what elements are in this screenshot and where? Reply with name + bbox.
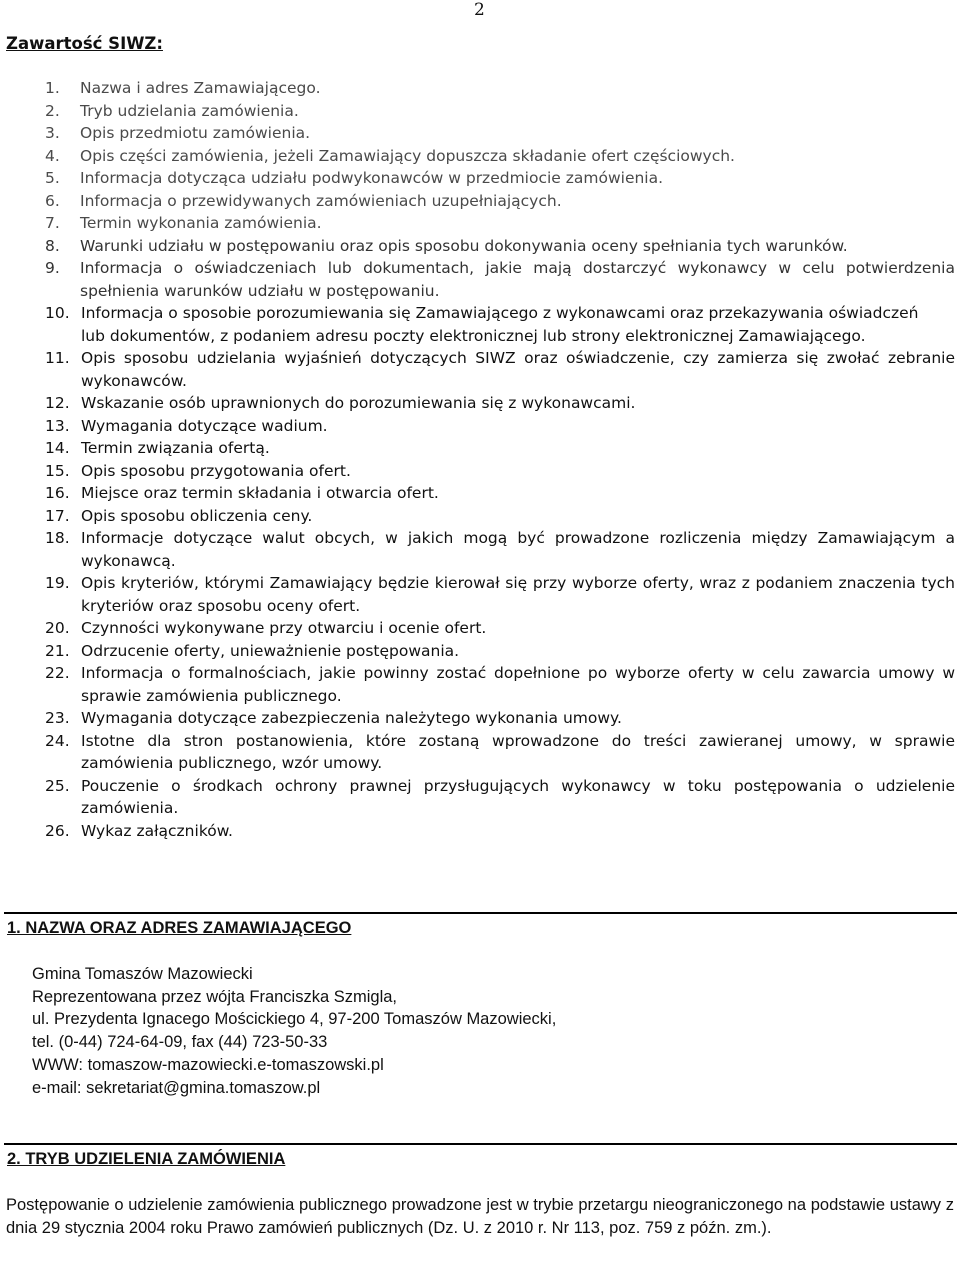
toc-item — [45, 347, 955, 392]
toc-item-text: Czynności wykonywane przy otwarciu i ocenie ofert. — [81, 619, 487, 637]
toc-item-text: Pouczenie o środkach ochrony prawnej przysługujących wykonawcy w toku postępowania o udzielenie zamówienia. — [81, 776, 955, 817]
toc-item-number: 22. — [45, 664, 70, 682]
toc-item-text: Informacja o przewidywanych zamówieniach uzupełniających. — [80, 191, 562, 210]
contact-line: Reprezentowana przez wójta Franciszka Szmigla, — [32, 987, 397, 1006]
toc-item-number: 23. — [45, 709, 70, 727]
toc-item — [45, 662, 955, 707]
toc-item — [45, 482, 955, 505]
toc-item — [45, 77, 955, 100]
toc-item-number: 6. — [45, 191, 60, 210]
contact-line: tel. (0-44) 724-64-09, fax (44) 723-50-33 — [32, 1033, 328, 1052]
toc-item-number: 17. — [45, 506, 70, 525]
toc-item-number: 26. — [45, 821, 70, 840]
toc-item-number: 11. — [45, 349, 70, 367]
contact-line: e-mail: sekretariat@gmina.tomaszow.pl — [32, 1078, 321, 1097]
toc-item — [45, 505, 955, 528]
toc-item-number: 12. — [45, 394, 70, 412]
toc-item-number: 18. — [45, 529, 70, 547]
toc-item-number: 21. — [45, 641, 70, 660]
toc-item — [45, 415, 955, 438]
toc-item — [45, 572, 955, 617]
contact-line: ul. Prezydenta Ignacego Mościckiego 4, 97-200 Tomaszów Mazowiecki, — [32, 1010, 557, 1029]
toc-item-number: 19. — [45, 574, 70, 592]
toc-item-number: 15. — [45, 461, 70, 480]
toc-item — [45, 617, 955, 640]
toc-item — [45, 212, 955, 235]
toc-item — [45, 325, 955, 348]
toc-item — [45, 437, 955, 460]
toc-item — [45, 235, 955, 258]
contact-line: WWW: tomaszow-mazowiecki.e-tomaszowski.pl — [32, 1055, 384, 1074]
section-2-heading: 2. TRYB UDZIELENIA ZAMÓWIENIA — [4, 1143, 957, 1174]
toc-item-number: 9. — [45, 259, 60, 277]
contact-line: Gmina Tomaszów Mazowiecki — [32, 965, 253, 983]
toc-item-text: Tryb udzielania zamówienia. — [80, 101, 299, 120]
toc-item-text: Wykaz załączników. — [81, 821, 233, 840]
page-number: 2 — [474, 0, 485, 20]
toc-item-text: Wskazanie osób uprawnionych do porozumiewania się z wykonawcami. — [81, 394, 636, 412]
toc-item-number: 24. — [45, 731, 70, 750]
toc-item-text: Opis sposobu obliczenia ceny. — [81, 506, 313, 525]
toc-item-text: Warunki udziału w postępowaniu oraz opis sposobu dokonywania oceny spełniania tych warunków. — [80, 236, 848, 255]
toc-title: Zawartość SIWZ: — [6, 34, 163, 53]
toc-item-text: Odrzucenie oferty, unieważnienie postępowania. — [81, 641, 460, 660]
toc-item-number — [45, 325, 81, 348]
toc-item — [45, 527, 955, 572]
toc-item — [45, 460, 955, 483]
toc-item-text: Opis sposobu udzielania wyjaśnień dotyczących SIWZ oraz oświadczenie, czy zamierza się zwołać zebranie wykonawców. — [81, 349, 955, 390]
toc-item — [45, 302, 955, 325]
toc-item-number: 16. — [45, 484, 70, 502]
section-2-paragraph: Postępowanie o udzielenie zamówienia publicznego prowadzone jest w trybie przetargu nieograniczonego na podstawie ustawy z dnia 29 stycznia 2004 roku Prawo zamówień publicznych (Dz. U. z 2010 r. Nr 113, poz. 759 z późn. zm.). — [6, 1196, 954, 1237]
toc-item — [45, 730, 955, 775]
toc-item-text: Informacja o oświadczeniach lub dokumentach, jakie mają dostarczyć wykonawcy w celu potwierdzenia spełnienia warunków udziału w postępowaniu. — [80, 259, 955, 300]
toc-item — [45, 257, 955, 302]
toc-item-text: Termin wykonania zamówienia. — [80, 214, 322, 232]
toc-item — [45, 167, 955, 190]
toc-item-text: Termin związania ofertą. — [81, 439, 270, 457]
contact-block — [32, 963, 556, 1099]
toc-item-text: Opis przedmiotu zamówienia. — [80, 124, 311, 142]
toc-item-text: Informacja dotycząca udziału podwykonawców w przedmiocie zamówienia. — [80, 169, 664, 187]
toc-item-text: Opis kryteriów, którymi Zamawiający będzie kierował się przy wyborze oferty, wraz z podaniem znaczenia tych kryteriów oraz sposobu oceny ofert. — [81, 574, 955, 615]
toc-item-number: 7. — [45, 214, 60, 232]
toc-item-text: Nazwa i adres Zamawiającego. — [80, 79, 321, 97]
toc-item-number: 13. — [45, 416, 70, 435]
toc-item-text: Opis części zamówienia, jeżeli Zamawiający dopuszcza składanie ofert częściowych. — [80, 146, 735, 165]
toc-item — [45, 707, 955, 730]
toc-item-text: Opis sposobu przygotowania ofert. — [81, 461, 351, 480]
toc-item-text: Informacje dotyczące walut obcych, w jakich mogą być prowadzone rozliczenia między Zamawiającym a wykonawcą. — [81, 529, 955, 570]
toc-item — [45, 820, 955, 843]
toc-item-number: 4. — [45, 146, 60, 165]
toc-item-number: 20. — [45, 619, 70, 637]
toc-item-number: 25. — [45, 776, 70, 795]
toc-item-number: 5. — [45, 169, 60, 187]
toc-item-text: Istotne dla stron postanowienia, które zostaną wprowadzone do treści zawieranej umowy, w sprawie zamówienia publicznego, wzór umowy. — [81, 731, 955, 772]
table-of-contents — [45, 77, 955, 842]
toc-item — [45, 190, 955, 213]
section-1-heading: 1. NAZWA ORAZ ADRES ZAMAWIAJĄCEGO — [4, 912, 957, 943]
toc-item-number: 8. — [45, 236, 60, 255]
toc-item — [45, 640, 955, 663]
toc-item-text: Wymagania dotyczące zabezpieczenia należytego wykonania umowy. — [81, 709, 622, 727]
toc-item-text: Informacja o formalnościach, jakie powinny zostać dopełnione po wyborze oferty w celu zawarcia umowy w sprawie zamówienia publicznego. — [81, 664, 955, 705]
toc-item-number: 2. — [45, 101, 60, 120]
toc-item — [45, 775, 955, 820]
toc-item-number: 1. — [45, 79, 60, 97]
toc-item-number: 10. — [45, 304, 70, 322]
toc-item-text: Wymagania dotyczące wadium. — [81, 416, 328, 435]
toc-item — [45, 145, 955, 168]
toc-item-text: lub dokumentów, z podaniem adresu poczty elektronicznej lub strony elektronicznej Zamawiającego. — [81, 326, 866, 345]
toc-item-text: Miejsce oraz termin składania i otwarcia ofert. — [81, 484, 439, 502]
toc-item — [45, 100, 955, 123]
toc-item — [45, 392, 955, 415]
toc-item-number: 14. — [45, 439, 70, 457]
toc-item-text: Informacja o sposobie porozumiewania się Zamawiającego z wykonawcami oraz przekazywania oświadczeń — [81, 304, 919, 322]
toc-item-number: 3. — [45, 124, 60, 142]
toc-item — [45, 122, 955, 145]
